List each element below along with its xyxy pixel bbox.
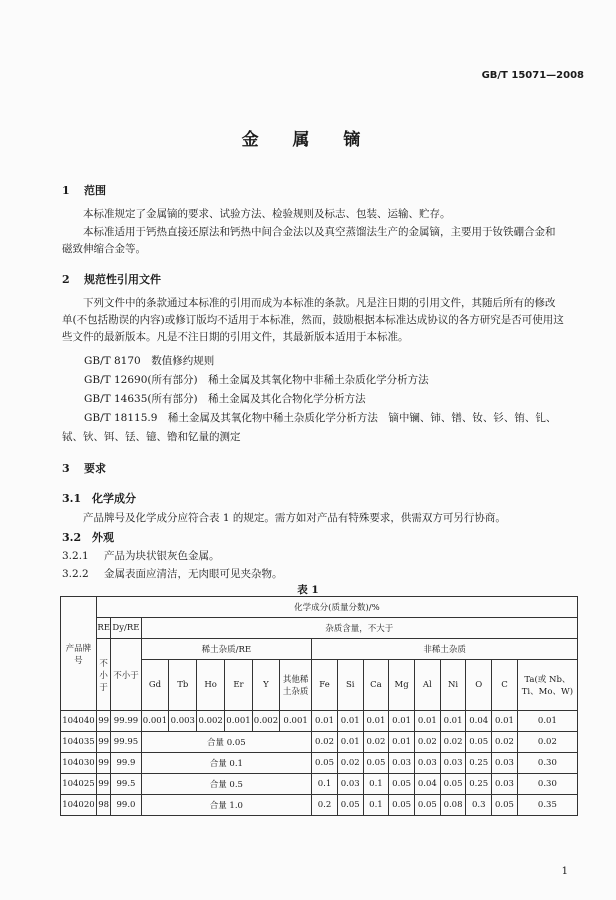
cell-re: 99 <box>96 711 111 732</box>
cell-non-rare-impurity: 0.03 <box>389 753 415 774</box>
page-number: 1 <box>561 866 568 877</box>
header-product-grade: 产品牌号 <box>61 597 97 711</box>
table-row <box>61 795 578 816</box>
cell-non-rare-impurity: 0.25 <box>466 753 492 774</box>
cell-non-rare-impurity: 0.01 <box>414 711 440 732</box>
cell-non-rare-impurity: 0.1 <box>312 774 338 795</box>
section-3-2-2 <box>62 566 283 581</box>
reference-item: GB/T 14635(所有部分) 稀土金属及其化合物化学分析方法 <box>84 393 366 405</box>
table-row <box>61 774 578 795</box>
cell-dy-re: 99.0 <box>111 795 141 816</box>
section-title: 外观 <box>92 531 114 544</box>
section-number: 3.1 <box>62 492 82 505</box>
cell-non-rare-impurity: 0.01 <box>337 732 363 753</box>
table-caption: 表 1 <box>297 584 319 596</box>
cell-rare-impurity: 0.001 <box>280 711 312 732</box>
cell-non-rare-impurity: 0.05 <box>337 795 363 816</box>
cell-non-rare-impurity: 0.04 <box>414 774 440 795</box>
section-number: 3.2.2 <box>62 568 89 580</box>
section-number: 3.2 <box>62 531 82 544</box>
section-3-2-1 <box>62 548 220 563</box>
reference-item: GB/T 18115.9 稀土金属及其氧化物中稀土杂质化学分析方法 镝中镧、铈、镨、钕、钐、铕、钆、 <box>84 412 557 424</box>
section-2-paragraph: 下列文件中的条款通过本标准的引用而成为本标准的条款。凡是注日期的引用文件，其随后所有的修改单(不包括勘误的内容)或修订版均不适用于本标准，然而，鼓励根据本标准达成协议的各方研究是否可使用这些文件的最新版本。凡是不注日期的引用文件，其最新版本适用于本标准。 <box>62 297 564 343</box>
cell-non-rare-impurity: 0.01 <box>312 711 338 732</box>
cell-rare-impurity: 0.002 <box>252 711 279 732</box>
cell-non-rare-impurity: 0.03 <box>492 753 518 774</box>
section-title: 规范性引用文件 <box>84 273 161 286</box>
cell-rare-impurity: 0.003 <box>169 711 197 732</box>
header-element: Tb <box>169 660 197 711</box>
section-title: 范围 <box>84 184 106 197</box>
header-element: 其他稀土杂质 <box>280 660 312 711</box>
cell-non-rare-impurity: 0.05 <box>414 795 440 816</box>
header-dy-re: Dy/RE <box>111 618 141 639</box>
cell-grade: 104020 <box>61 795 97 816</box>
cell-rare-impurity: 0.001 <box>225 711 253 732</box>
header-element: Ca <box>363 660 389 711</box>
cell-dy-re: 99.99 <box>111 711 141 732</box>
cell-non-rare-impurity: 0.01 <box>492 711 518 732</box>
section-3-heading <box>62 460 106 476</box>
cell-rare-impurity-total: 合量 0.05 <box>141 732 312 753</box>
header-re-min: 不小于 <box>96 639 111 711</box>
cell-non-rare-impurity: 0.30 <box>517 753 577 774</box>
cell-dy-re: 99.9 <box>111 753 141 774</box>
cell-grade: 104040 <box>61 711 97 732</box>
section-1-paragraph-2: 本标准适用于钙热直接还原法和钙热中间合金法以及真空蒸馏法生产的金属镝，主要用于钕铁硼合金和磁致伸缩合金等。 <box>62 226 556 255</box>
cell-dy-re: 99.95 <box>111 732 141 753</box>
cell-rare-impurity: 0.002 <box>197 711 225 732</box>
cell-non-rare-impurity: 0.02 <box>363 732 389 753</box>
section-1-heading <box>62 182 106 198</box>
header-element: Ni <box>440 660 466 711</box>
reference-item: GB/T 8170 数值修约规则 <box>84 355 215 367</box>
cell-non-rare-impurity: 0.1 <box>363 774 389 795</box>
cell-re: 98 <box>96 795 111 816</box>
cell-grade: 104030 <box>61 753 97 774</box>
header-element: Ta(或 Nb、Ti、Mo、W) <box>517 660 577 711</box>
cell-rare-impurity-total: 合量 0.5 <box>141 774 312 795</box>
header-element: Ho <box>197 660 225 711</box>
header-non-rare-earth-impurities: 非稀土杂质 <box>312 639 578 660</box>
cell-non-rare-impurity: 0.03 <box>440 753 466 774</box>
header-element: Si <box>337 660 363 711</box>
reference-item-continued: 铽、钬、铒、铥、镱、镥和钇量的测定 <box>62 431 241 443</box>
header-element: O <box>466 660 492 711</box>
cell-non-rare-impurity: 0.05 <box>312 753 338 774</box>
header-element: Y <box>252 660 279 711</box>
cell-rare-impurity: 0.001 <box>141 711 169 732</box>
cell-non-rare-impurity: 0.30 <box>517 774 577 795</box>
section-number: 2 <box>62 273 70 286</box>
cell-non-rare-impurity: 0.03 <box>414 753 440 774</box>
cell-non-rare-impurity: 0.01 <box>363 711 389 732</box>
header-element: Gd <box>141 660 169 711</box>
cell-non-rare-impurity: 0.02 <box>414 732 440 753</box>
section-number: 3.2.1 <box>62 550 89 562</box>
header-re: RE <box>96 618 111 639</box>
cell-dy-re: 99.5 <box>111 774 141 795</box>
cell-rare-impurity-total: 合量 1.0 <box>141 795 312 816</box>
cell-non-rare-impurity: 0.25 <box>466 774 492 795</box>
cell-re: 99 <box>96 753 111 774</box>
standard-number: GB/T 15071—2008 <box>481 70 584 81</box>
cell-non-rare-impurity: 0.05 <box>389 795 415 816</box>
clause-text: 产品为块状银灰色金属。 <box>104 550 220 562</box>
reference-item: GB/T 12690(所有部分) 稀土金属及其氧化物中非稀土杂质化学分析方法 <box>84 374 429 386</box>
cell-non-rare-impurity: 0.05 <box>466 732 492 753</box>
section-1-paragraph-1: 本标准规定了金属镝的要求、试验方法、检验规则及标志、包装、运输、贮存。 <box>83 208 451 220</box>
section-title: 化学成分 <box>92 492 136 505</box>
cell-non-rare-impurity: 0.1 <box>363 795 389 816</box>
section-2-heading <box>62 271 161 287</box>
section-3-1-paragraph: 产品牌号及化学成分应符合表 1 的规定。需方如对产品有特殊要求，供需双方可另行协商。 <box>83 512 506 524</box>
header-element: C <box>492 660 518 711</box>
cell-re: 99 <box>96 732 111 753</box>
cell-non-rare-impurity: 0.05 <box>492 795 518 816</box>
table-row <box>61 753 578 774</box>
header-rare-earth-impurities: 稀土杂质/RE <box>141 639 312 660</box>
cell-non-rare-impurity: 0.01 <box>389 732 415 753</box>
cell-non-rare-impurity: 0.03 <box>337 774 363 795</box>
cell-non-rare-impurity: 0.02 <box>337 753 363 774</box>
header-impurity-max: 杂质含量，不大于 <box>141 618 577 639</box>
section-3-2-heading <box>62 529 114 545</box>
section-3-1-heading <box>62 490 136 506</box>
cell-non-rare-impurity: 0.02 <box>312 732 338 753</box>
chemical-composition-table <box>60 596 578 816</box>
cell-grade: 104035 <box>61 732 97 753</box>
table-row <box>61 711 578 732</box>
cell-non-rare-impurity: 0.02 <box>492 732 518 753</box>
cell-non-rare-impurity: 0.2 <box>312 795 338 816</box>
cell-non-rare-impurity: 0.02 <box>440 732 466 753</box>
header-element: Al <box>414 660 440 711</box>
section-number: 3 <box>62 462 70 475</box>
cell-re: 99 <box>96 774 111 795</box>
cell-non-rare-impurity: 0.01 <box>337 711 363 732</box>
page-title: 金 属 镝 <box>241 130 375 150</box>
cell-non-rare-impurity: 0.03 <box>492 774 518 795</box>
cell-non-rare-impurity: 0.04 <box>466 711 492 732</box>
header-element: Er <box>225 660 253 711</box>
cell-non-rare-impurity: 0.05 <box>389 774 415 795</box>
cell-non-rare-impurity: 0.35 <box>517 795 577 816</box>
cell-non-rare-impurity: 0.05 <box>440 774 466 795</box>
header-element: Mg <box>389 660 415 711</box>
cell-non-rare-impurity: 0.01 <box>440 711 466 732</box>
header-element: Fe <box>312 660 338 711</box>
section-number: 1 <box>62 184 70 197</box>
cell-non-rare-impurity: 0.08 <box>440 795 466 816</box>
cell-rare-impurity-total: 合量 0.1 <box>141 753 312 774</box>
cell-non-rare-impurity: 0.01 <box>389 711 415 732</box>
cell-non-rare-impurity: 0.3 <box>466 795 492 816</box>
cell-non-rare-impurity: 0.05 <box>363 753 389 774</box>
section-title: 要求 <box>84 462 106 475</box>
cell-non-rare-impurity: 0.01 <box>517 711 577 732</box>
header-chemical-composition: 化学成分(质量分数)/% <box>96 597 577 618</box>
cell-non-rare-impurity: 0.02 <box>517 732 577 753</box>
cell-grade: 104025 <box>61 774 97 795</box>
header-dy-min: 不小于 <box>111 639 141 711</box>
table-row <box>61 732 578 753</box>
clause-text: 金属表面应清洁，无肉眼可见夹杂物。 <box>104 568 283 580</box>
